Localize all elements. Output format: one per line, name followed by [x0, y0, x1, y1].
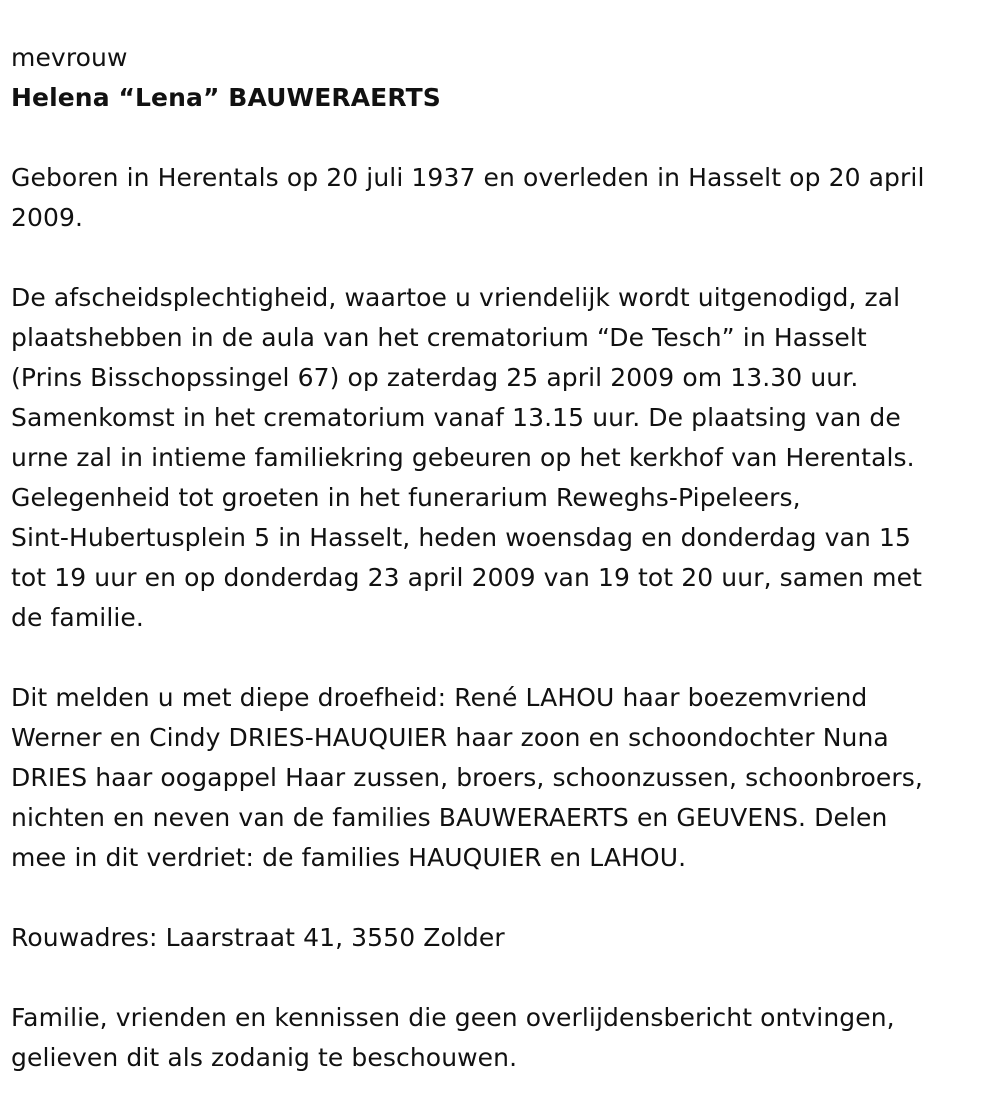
family-line-2: Werner en Cindy DRIES-HAUQUIER haar zoon en schoondochter Nuna	[11, 723, 889, 752]
family-line-3: DRIES haar oogappel Haar zussen, broers, schoonzussen, schoonbroers,	[11, 763, 923, 792]
ceremony-line-6: Gelegenheid tot groeten in het funerarium Reweghs-Pipeleers,	[11, 483, 801, 512]
ceremony-line-5: urne zal in intieme familiekring gebeuren op het kerkhof van Herentals.	[11, 443, 915, 472]
ceremony-paragraph	[11, 278, 982, 638]
spacer	[11, 238, 982, 278]
ceremony-line-9: de familie.	[11, 603, 144, 632]
spacer	[11, 878, 982, 918]
mourning-address: Rouwadres: Laarstraat 41, 3550 Zolder	[11, 923, 505, 952]
spacer	[11, 638, 982, 678]
ceremony-line-3: (Prins Bisschopssingel 67) op zaterdag 25 april 2009 om 13.30 uur.	[11, 363, 859, 392]
spacer	[11, 118, 982, 158]
closing-line-2: gelieven dit als zodanig te beschouwen.	[11, 1043, 518, 1072]
family-paragraph	[11, 678, 982, 878]
ceremony-line-8: tot 19 uur en op donderdag 23 april 2009 van 19 tot 20 uur, samen met	[11, 563, 922, 592]
family-line-4: nichten en neven van de families BAUWERAERTS en GEUVENS. Delen	[11, 803, 888, 832]
family-line-1: Dit melden u met diepe droefheid: René LAHOU haar boezemvriend	[11, 683, 868, 712]
spacer	[11, 958, 982, 998]
closing-paragraph	[11, 998, 982, 1078]
salutation: mevrouw	[11, 43, 128, 72]
deceased-name: Helena “Lena” BAUWERAERTS	[11, 83, 441, 112]
ceremony-line-2: plaatshebben in de aula van het crematorium “De Tesch” in Hasselt	[11, 323, 867, 352]
family-line-5: mee in dit verdriet: de families HAUQUIER en LAHOU.	[11, 843, 687, 872]
birth-death-line-2: 2009.	[11, 203, 84, 232]
ceremony-line-7: Sint-Hubertusplein 5 in Hasselt, heden woensdag en donderdag van 15	[11, 523, 911, 552]
birth-death-paragraph	[11, 158, 982, 238]
ceremony-line-4: Samenkomst in het crematorium vanaf 13.15 uur. De plaatsing van de	[11, 403, 901, 432]
closing-line-1: Familie, vrienden en kennissen die geen overlijdensbericht ontvingen,	[11, 1003, 895, 1032]
birth-death-line-1: Geboren in Herentals op 20 juli 1937 en overleden in Hasselt op 20 april	[11, 163, 925, 192]
ceremony-line-1: De afscheidsplechtigheid, waartoe u vriendelijk wordt uitgenodigd, zal	[11, 283, 901, 312]
